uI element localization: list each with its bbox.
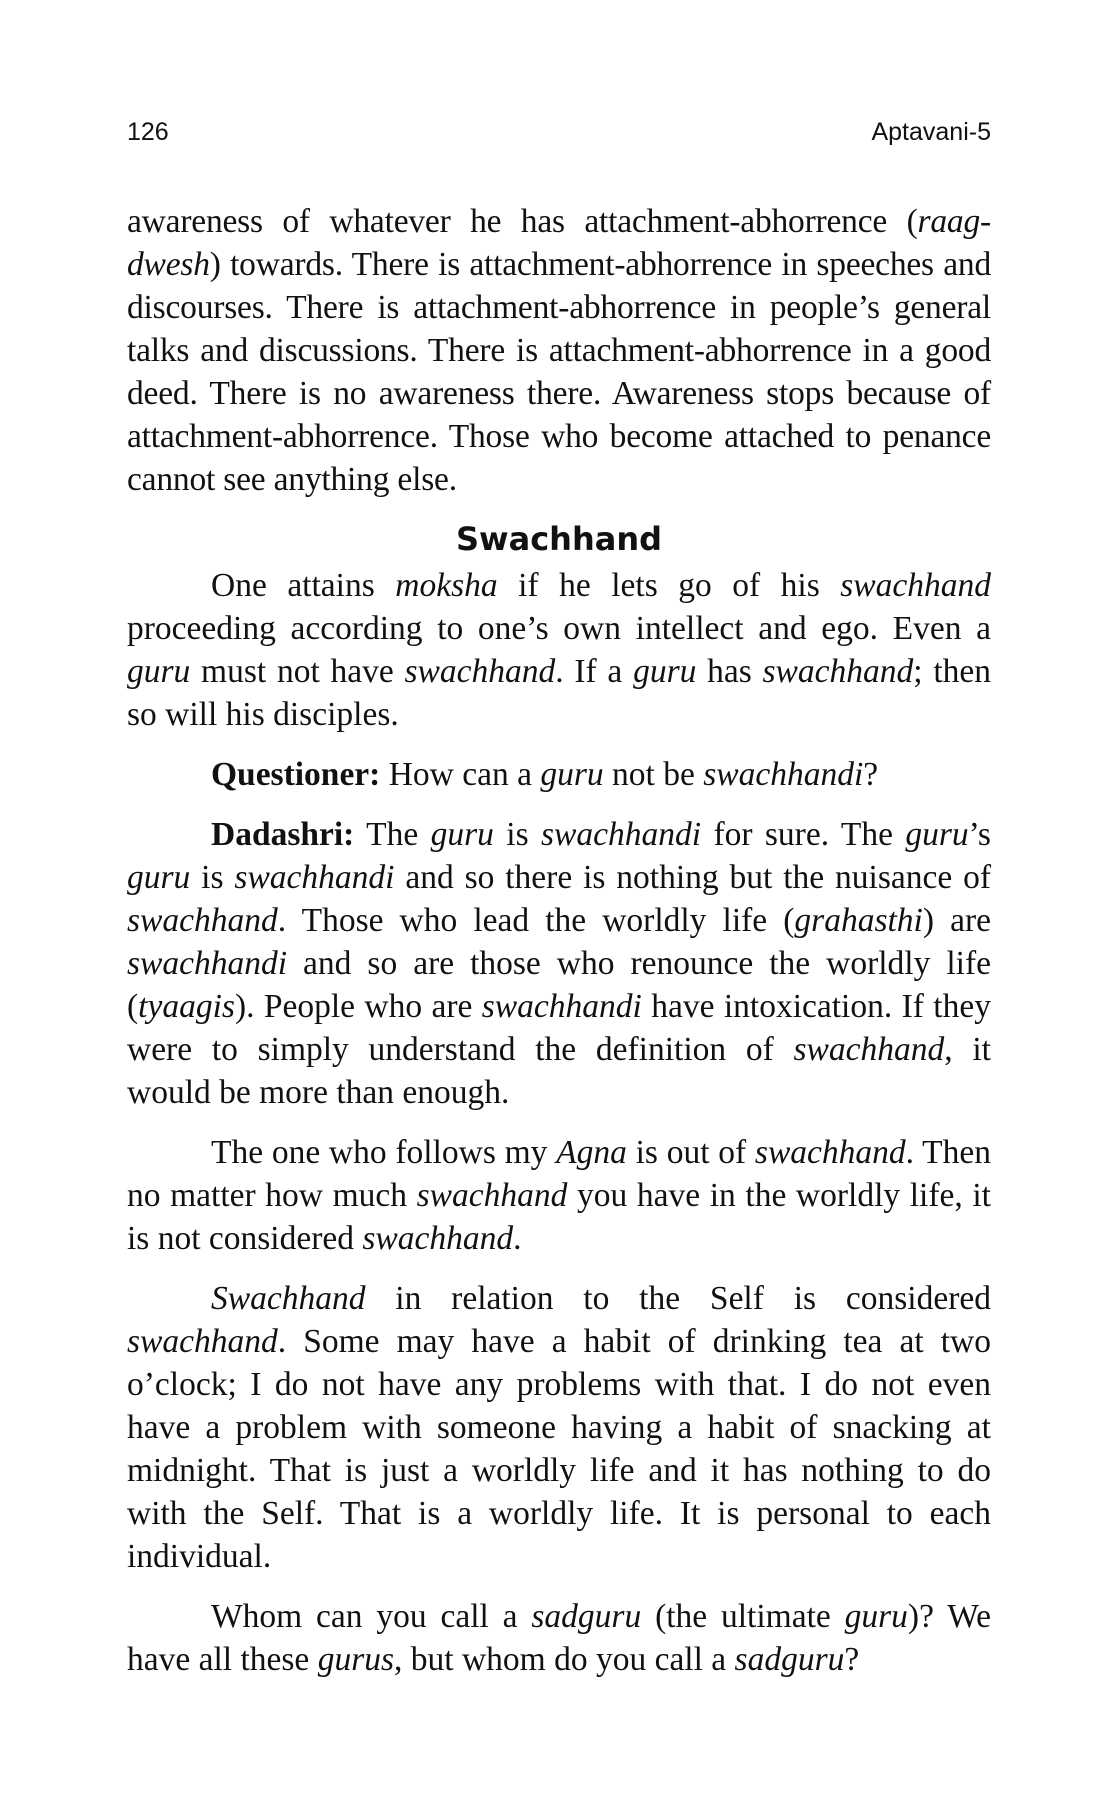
paragraph-dadashri: Dadashri: The guru is swachhandi for sure. The guru’s guru is swachhandi and so there is nothing but the nuisance of swachhand. Those who lead the worldly life (grahasthi) are swachhandi and so are those who renounce the worldly life (tyaagis). People who are swachhandi have intoxication. If they were to simply understand the definition of swachhand, it would be more than enough.	[127, 816, 991, 1111]
speaker-label: Dadashri:	[211, 816, 355, 853]
paragraph-questioner: Questioner: How can a guru not be swachhandi?	[211, 756, 879, 793]
paragraph-agna: The one who follows my Agna is out of swachhand. Then no matter how much swachhand you have in the worldly life, it is not considered swachhand.	[127, 1134, 991, 1257]
paragraph-moksha: One attains moksha if he lets go of his swachhand proceeding according to one’s own intellect and ego. Even a guru must not have swachhand. If a guru has swachhand; then so will his disciples.	[127, 567, 991, 733]
section-heading: Swachhand	[455, 520, 662, 558]
book-title: Aptavani-5	[871, 118, 991, 146]
paragraph-self: Swachhand in relation to the Self is considered swachhand. Some may have a habit of drinking tea at two o’clock; I do not have any problems with that. I do not even have a problem with someone having a habit of snacking at midnight. That is just a worldly life and it has nothing to do with the Self. That is a worldly life. It is personal to each individual.	[127, 1280, 991, 1575]
paragraph-sadguru: Whom can you call a sadguru (the ultimate guru)? We have all these gurus, but whom do you call a sadguru?	[127, 1598, 991, 1678]
body-text	[127, 200, 991, 1681]
page-number: 126	[127, 118, 169, 146]
paragraph-continued: awareness of whatever he has attachment-abhorrence (raag-dwesh) towards. There is attachment-abhorrence in speeches and discourses. There is attachment-abhorrence in people’s general talks and discussions. There is attachment-abhorrence in a good deed. There is no awareness there. Awareness stops because of attachment-abhorrence. Those who become attached to penance cannot see anything else.	[127, 203, 991, 498]
running-header	[127, 116, 991, 148]
speaker-label: Questioner:	[211, 756, 381, 793]
